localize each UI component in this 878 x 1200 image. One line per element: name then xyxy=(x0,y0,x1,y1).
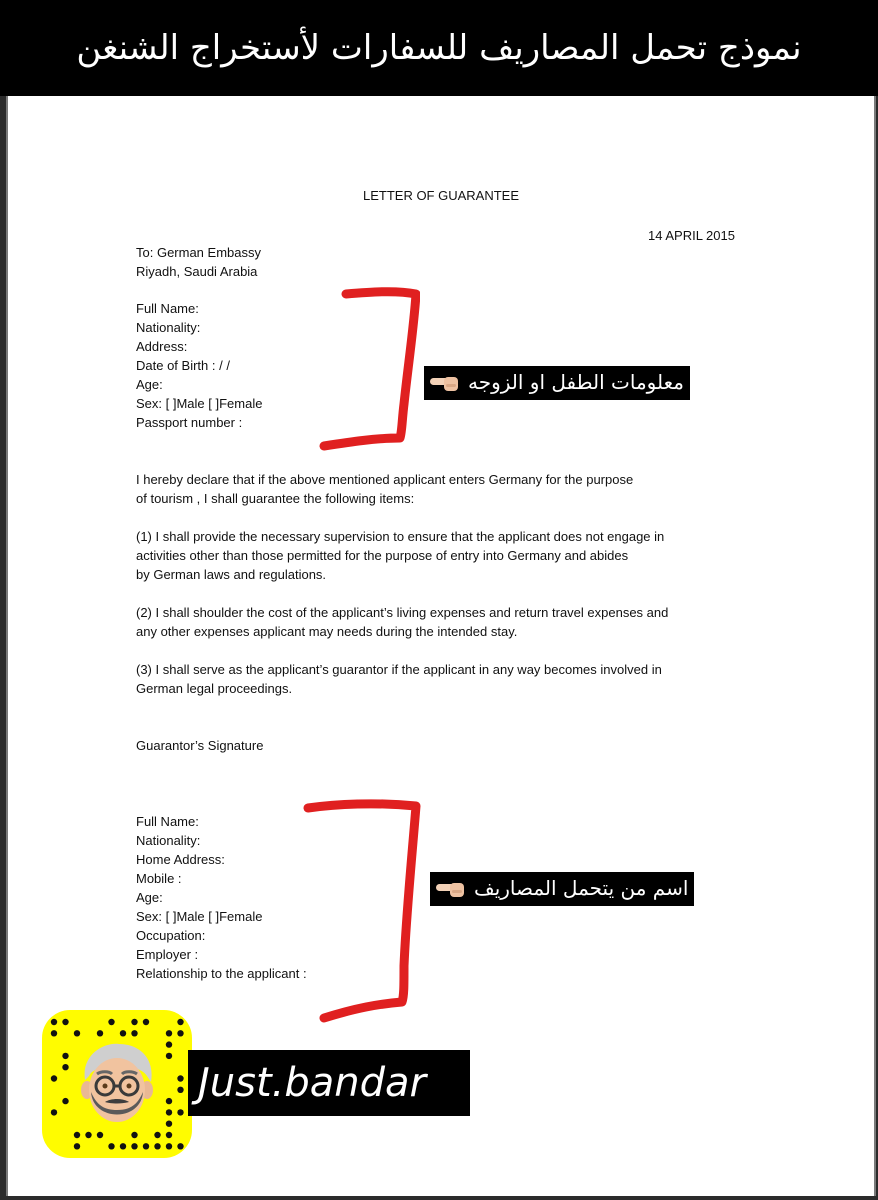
applicant-field: Date of Birth : / / xyxy=(136,358,230,373)
snapcode-dot xyxy=(177,1030,183,1036)
applicant-field: Address: xyxy=(136,339,188,354)
snapcode-dot xyxy=(74,1132,80,1138)
paragraph-line: German legal proceedings. xyxy=(136,681,293,696)
signature-label: Guarantor’s Signature xyxy=(136,738,264,753)
red-bracket-guarantor xyxy=(296,796,426,1028)
snapcode-dot xyxy=(177,1143,183,1149)
item-2-paragraph xyxy=(136,603,756,641)
banner-title: نموذج تحمل المصاريف للسفارات لأستخراج الشنغن xyxy=(76,28,802,68)
snapcode-dot xyxy=(85,1132,91,1138)
paragraph-line: of tourism , I shall guarantee the following items: xyxy=(136,491,415,506)
recipient-line: Riyadh, Saudi Arabia xyxy=(136,264,258,279)
snapcode-dot xyxy=(74,1030,80,1036)
snapcode-dot xyxy=(62,1098,68,1104)
pointing-hand-icon xyxy=(430,371,464,393)
username-bar xyxy=(188,1050,470,1116)
snapcode-dot xyxy=(120,1143,126,1149)
snapcode-dot xyxy=(166,1143,172,1149)
bitmoji-avatar-icon xyxy=(75,1040,159,1128)
paragraph-line: I hereby declare that if the above mentioned applicant enters Germany for the purpose xyxy=(136,472,634,487)
applicant-field: Passport number : xyxy=(136,415,243,430)
snapcode-dot xyxy=(143,1019,149,1025)
item-1-paragraph xyxy=(136,527,756,584)
red-bracket-applicant xyxy=(310,286,420,452)
snapcode-dot xyxy=(131,1019,137,1025)
top-banner xyxy=(0,0,878,96)
snapcode-dot xyxy=(131,1030,137,1036)
guarantor-field: Mobile : xyxy=(136,871,182,886)
guarantor-field: Sex: [ ]Male [ ]Female xyxy=(136,909,263,924)
paragraph-line: by German laws and regulations. xyxy=(136,567,327,582)
guarantor-field: Full Name: xyxy=(136,814,199,829)
snapcode-dot xyxy=(97,1132,103,1138)
item-3-paragraph xyxy=(136,660,756,698)
snapcode-dot xyxy=(154,1143,160,1149)
username-text: Just.bandar xyxy=(198,1060,426,1106)
guarantor-field: Employer : xyxy=(136,947,199,962)
snapcode-dot xyxy=(154,1132,160,1138)
applicant-field: Full Name: xyxy=(136,301,199,316)
snapcode-dot xyxy=(177,1109,183,1115)
paragraph-line: (3) I shall serve as the applicant’s guarantor if the applicant in any way becomes involved in xyxy=(136,662,662,677)
applicant-note-text: معلومات الطفل او الزوجه xyxy=(468,370,684,394)
paragraph-line: (2) I shall shoulder the cost of the applicant’s living expenses and return travel expenses and xyxy=(136,605,669,620)
snapcode-dot xyxy=(177,1075,183,1081)
snapcode-dot xyxy=(97,1030,103,1036)
snapcode-dot xyxy=(51,1019,57,1025)
snapcode-dot xyxy=(177,1019,183,1025)
snapcode-dot xyxy=(108,1019,114,1025)
guarantor-note-text: اسم من يتحمل المصاريف xyxy=(474,876,689,900)
guarantor-field: Age: xyxy=(136,890,163,905)
recipient-line: To: German Embassy xyxy=(136,245,261,260)
applicant-note-label xyxy=(424,366,690,400)
snapcode-dot xyxy=(166,1030,172,1036)
snapcode-dot xyxy=(108,1143,114,1149)
pointing-hand-icon xyxy=(436,877,470,899)
guarantor-field: Nationality: xyxy=(136,833,201,848)
snapcode-dot xyxy=(166,1121,172,1127)
applicant-field: Sex: [ ]Male [ ]Female xyxy=(136,396,263,411)
snapcode-dot xyxy=(131,1132,137,1138)
snapcode-dot xyxy=(51,1030,57,1036)
paragraph-line: activities other than those permitted for the purpose of entry into Germany and abides xyxy=(136,548,629,563)
snapcode-dot xyxy=(51,1075,57,1081)
snapcode-dot xyxy=(131,1143,137,1149)
snapcode-dot xyxy=(166,1132,172,1138)
snapcode-dot xyxy=(62,1053,68,1059)
declaration-paragraph xyxy=(136,470,756,508)
snapcode-dot xyxy=(166,1098,172,1104)
snapcode xyxy=(42,1010,192,1158)
snapcode-dot xyxy=(143,1143,149,1149)
snapcode-dot xyxy=(120,1030,126,1036)
snapcode-dot xyxy=(166,1109,172,1115)
paragraph-line: (1) I shall provide the necessary supervision to ensure that the applicant does not engage in xyxy=(136,529,665,544)
snapcode-dot xyxy=(74,1143,80,1149)
snapcode-dot xyxy=(177,1087,183,1093)
snapcode-dot xyxy=(62,1019,68,1025)
letter-title: LETTER OF GUARANTEE xyxy=(362,188,520,203)
guarantor-field: Relationship to the applicant : xyxy=(136,966,307,981)
paragraph-line: any other expenses applicant may needs during the intended stay. xyxy=(136,624,518,639)
snapcode-dot xyxy=(51,1109,57,1115)
applicant-field: Nationality: xyxy=(136,320,201,335)
applicant-field: Age: xyxy=(136,377,163,392)
guarantor-note-label xyxy=(430,872,694,906)
guarantor-field: Occupation: xyxy=(136,928,206,943)
guarantor-field: Home Address: xyxy=(136,852,225,867)
letter-date: 14 APRIL 2015 xyxy=(648,228,735,243)
snapcode-dot xyxy=(166,1041,172,1047)
snapcode-dot xyxy=(166,1053,172,1059)
snapcode-dot xyxy=(62,1064,68,1070)
